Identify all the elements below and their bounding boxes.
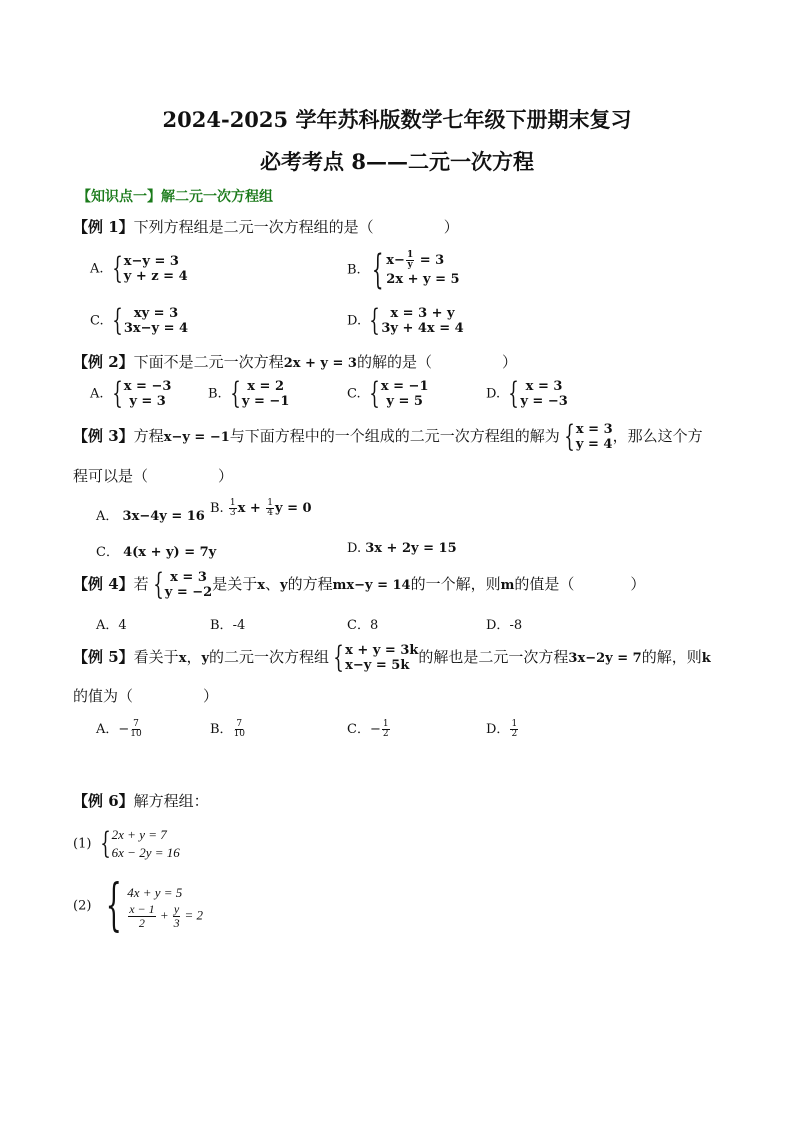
q1-option-c[interactable]: C. { xy = 3 3x−y = 4: [90, 303, 189, 338]
question-tag: 【例 2】: [73, 353, 134, 371]
q5-option-b[interactable]: B． $\frac{7}{10}$: [210, 719, 246, 739]
page-title: 2024-2025 学年苏科版数学七年级下册期末复习: [162, 107, 632, 132]
section-heading: 【知识点一】解二元一次方程组: [77, 189, 273, 205]
q4-option-b[interactable]: B．-4: [210, 618, 246, 633]
q2-option-a[interactable]: A. { x = −3 y = 3: [90, 376, 172, 411]
question-6: 【例 6】解方程组：: [73, 792, 209, 810]
q4-option-a[interactable]: A．4: [96, 618, 127, 633]
question-1: 【例 1】下列方程组是二元一次方程组的是（ ）: [73, 218, 459, 236]
q4-option-d[interactable]: D．-8: [486, 618, 523, 633]
q6-part-2: (2) { 4x + y = 5 $\frac{x - 1}{2}$ + $\frac{y}{3}$ = 2: [73, 873, 204, 938]
question-tag: 【例 4】: [73, 575, 134, 593]
equation: mx−y = 14: [332, 578, 411, 593]
q1-option-b[interactable]: B. { x− $\frac{1}{y}$ = 3 2x + y = 5: [347, 247, 460, 293]
q2-option-c[interactable]: C. { x = −1 y = 5: [347, 376, 429, 411]
q2-option-d[interactable]: D. { x = 3 y = −3: [486, 376, 568, 411]
question-3-line2: 程可以是（ ）: [73, 467, 234, 485]
question-tag: 【例 6】: [73, 792, 134, 810]
q3-option-a[interactable]: A． 3x−4y = 16: [96, 509, 205, 524]
q3-option-b[interactable]: B. $\frac{1}{3}$ x + $\frac{1}{4}$ y = 0: [210, 498, 312, 518]
question-tag: 【例 5】: [73, 648, 134, 666]
question-2: 【例 2】下面不是二元一次方程2x + y = 3的解的是（ ）: [73, 353, 518, 371]
equation: 3x−2y = 7: [568, 651, 642, 666]
q1-option-d[interactable]: D. { x = 3 + y 3y + 4x = 4: [347, 303, 464, 338]
question-tag: 【例 3】: [73, 427, 134, 445]
page-subtitle: 必考考点 8——二元一次方程: [260, 149, 534, 174]
question-5-line2: 的值为（ ）: [73, 687, 219, 705]
equation: 2x + y = 3: [283, 356, 357, 371]
q5-option-c[interactable]: C．− $\frac{1}{2}$: [347, 719, 389, 739]
q6-part-1: (1) { 2x + y = 7 6x − 2y = 16: [73, 826, 180, 861]
q3-option-d[interactable]: D. 3x + 2y = 15: [347, 541, 457, 556]
question-3: 【例 3】方程x−y = −1与下面方程中的一个组成的二元一次方程组的解为 { x = 3 y = 4 ，那么这个方: [73, 419, 703, 454]
q4-option-c[interactable]: C．8: [347, 618, 379, 633]
q3-option-c[interactable]: C． 4(x + y) = 7y: [96, 545, 217, 560]
question-text: 下列方程组是二元一次方程组的是（: [133, 218, 374, 236]
q5-option-d[interactable]: D． $\frac{1}{2}$: [486, 719, 518, 739]
equation: x−y = −1: [163, 430, 230, 445]
question-tag: 【例 1】: [73, 218, 134, 236]
q1-option-a[interactable]: A. { x−y = 3 y + z = 4: [90, 251, 188, 286]
q5-option-a[interactable]: A．− $\frac{7}{10}$: [96, 719, 142, 739]
question-5: 【例 5】看关于x，y的二元一次方程组 { x + y = 3k x−y = 5k 的解也是二元一次方程3x−2y = 7的解，则k: [73, 640, 711, 675]
q2-option-b[interactable]: B. { x = 2 y = −1: [208, 376, 290, 411]
question-4: 【例 4】若 { x = 3 y = −2 是关于x、y的方程mx−y = 14的一个解，则m的值是（ ）: [73, 567, 646, 602]
